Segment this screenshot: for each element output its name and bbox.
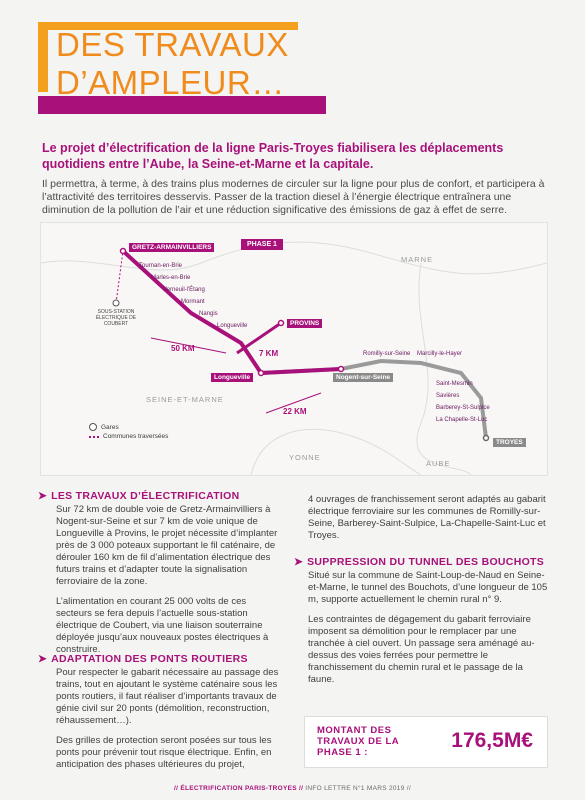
arrow-icon: ➤ xyxy=(38,490,48,502)
city-tag: TROYES xyxy=(493,438,526,447)
paragraph: Pour respecter le gabarit nécessaire au passage des trains, tout en ajoutant le système caténaire sous les ponts routiers, il faut réaliser d’importants travaux de génie civil sur 20 ponts (démolition, reconstruction, réhaussement…). xyxy=(56,667,279,726)
page-title-line-1: DES TRAVAUX xyxy=(56,26,289,63)
budget-label: MONTANT DES TRAVAUX DE LA PHASE 1 : xyxy=(317,725,399,758)
section-title-text: LES TRAVAUX D’ÉLECTRIFICATION xyxy=(51,490,240,502)
legend-label: Communes traversées xyxy=(103,433,169,440)
town-label: Romilly-sur-Seine xyxy=(363,351,411,357)
footer-issue: INFO LETTRE N°1 MARS 2019 // xyxy=(305,785,411,792)
intro-lead: Le projet d’électrification de la ligne Paris-Troyes fiabilisera les déplacements quotidiens entre l’Aube, la Seine-et-Marne et la capitale. xyxy=(42,141,504,171)
town-label: Barberey-St-Sulpice xyxy=(436,405,490,411)
section-title-text: SUPPRESSION DU TUNNEL DES BOUCHOTS xyxy=(307,556,545,568)
paragraph: Les contraintes de dégagement du gabarit ferroviaire imposent sa démolition pour le remplacer par une tranchée à ciel ouvert. Un passage sera aménagé au-dessus des voies ferrées pour permettre le franchissement du chemin rural et le passage de la faune. xyxy=(308,614,535,685)
region-label: YONNE xyxy=(289,453,321,462)
city-tag: PROVINS xyxy=(287,319,322,328)
section-title-electrification xyxy=(38,490,239,502)
section-body-tunnel xyxy=(308,570,548,694)
paragraph: 4 ouvrages de franchissement seront adaptés au gabarit électrique ferroviaire sur les communes de Romilly-sur-Seine, Barberey-Saint-Sulpice, La-Chapelle-Saint-Luc et Troyes. xyxy=(308,494,546,541)
budget-box xyxy=(304,716,548,768)
town-label: Saint-Mesmin xyxy=(436,381,473,387)
town-label: Longueville xyxy=(217,323,248,329)
station-circle-icon xyxy=(89,423,97,431)
map-legend xyxy=(89,423,168,442)
city-tag: Nogent-sur-Seine xyxy=(333,373,393,382)
section-body-ponts xyxy=(56,667,284,779)
railway-map xyxy=(40,222,548,476)
town-label: Nangis xyxy=(199,311,218,317)
town-label: La Chapelle-St-Luc xyxy=(436,417,488,423)
dotted-line-icon xyxy=(89,436,99,438)
page-footer xyxy=(0,785,585,792)
city-tag: Longueville xyxy=(211,373,253,382)
footer-brand: // ÉLECTRIFICATION PARIS-TROYES // xyxy=(174,785,304,792)
paragraph: Sur 72 km de double voie de Gretz-Armainvilliers à Nogent-sur-Seine et sur 7 km de voie unique de Longueville à Provins, le projet nécessite d’implanter près de 3 000 poteaux supportant le fil caténaire, de dérouler 160 km de fil d’alimentation électrique des futurs trains et d’adapter toute la signalisation ferroviaire de la zone. xyxy=(56,504,278,587)
arrow-icon: ➤ xyxy=(294,556,304,568)
distance-label: 7 KM xyxy=(259,349,279,358)
paragraph: L’alimentation en courant 25 000 volts de ces secteurs se fera depuis l’actuelle sous-station électrique de Coubert, via une liaison souterraine déployée jusqu’aux nouveaux postes électriques à construire. xyxy=(56,596,269,655)
town-label: Marles-en-Brie xyxy=(151,275,191,281)
town-label: Mormant xyxy=(181,299,205,305)
distance-label: 50 KM xyxy=(171,344,195,353)
intro-text: Il permettra, à terme, à des trains plus modernes de circuler sur la ligne pour plus de confort, et participera à l’attractivité des territoires desservis. Passer de la traction diesel à l’énergie électrique entraînera une diminution de la pollution de l’air et une réduction significative des émissions de gaz à effet de serre. xyxy=(42,178,545,216)
town-label: Marcilly-le-Hayer xyxy=(417,351,463,357)
region-label: AUBE xyxy=(426,459,451,468)
paragraph: Des grilles de protection seront posées sur tous les ponts pour prévenir tout risque électrique. Enfin, en anticipation des phases ultérieures du projet, xyxy=(56,735,272,770)
town-label: Tournan-en-Brie xyxy=(139,263,183,269)
town-label: Savières xyxy=(436,393,460,399)
city-tag: GRETZ-ARMAINVILLIERS xyxy=(129,243,214,252)
arrow-icon: ➤ xyxy=(38,653,48,665)
region-label: MARNE xyxy=(401,255,434,264)
legend-label: Gares xyxy=(101,423,119,431)
phase-badge: PHASE 1 xyxy=(241,239,283,250)
section-body-electrification xyxy=(56,504,284,664)
legend-item-communes xyxy=(89,433,168,440)
page-title-line-2: D’AMPLEUR… xyxy=(56,64,285,101)
section-title-tunnel xyxy=(294,556,544,568)
budget-value: 176,5M€ xyxy=(451,729,533,752)
section-title-ponts xyxy=(38,653,248,665)
region-label: SEINE-ET-MARNE xyxy=(146,395,224,404)
section-title-text: ADAPTATION DES PONTS ROUTIERS xyxy=(51,653,248,665)
legend-item-gares xyxy=(89,423,168,431)
town-label: Verneuil-l'Étang xyxy=(163,287,205,293)
section-body-continuation xyxy=(308,494,548,550)
substation-label: SOUS-STATION ÉLECTRIQUE DE COUBERT xyxy=(95,309,137,327)
paragraph: Situé sur la commune de Saint-Loup-de-Naud en Seine-et-Marne, le tunnel des Bouchots, d’une longueur de 105 m, supporte actuellement le chemin rural n° 9. xyxy=(308,570,548,605)
distance-label: 22 KM xyxy=(283,407,307,416)
title-decoration-left xyxy=(38,22,48,92)
